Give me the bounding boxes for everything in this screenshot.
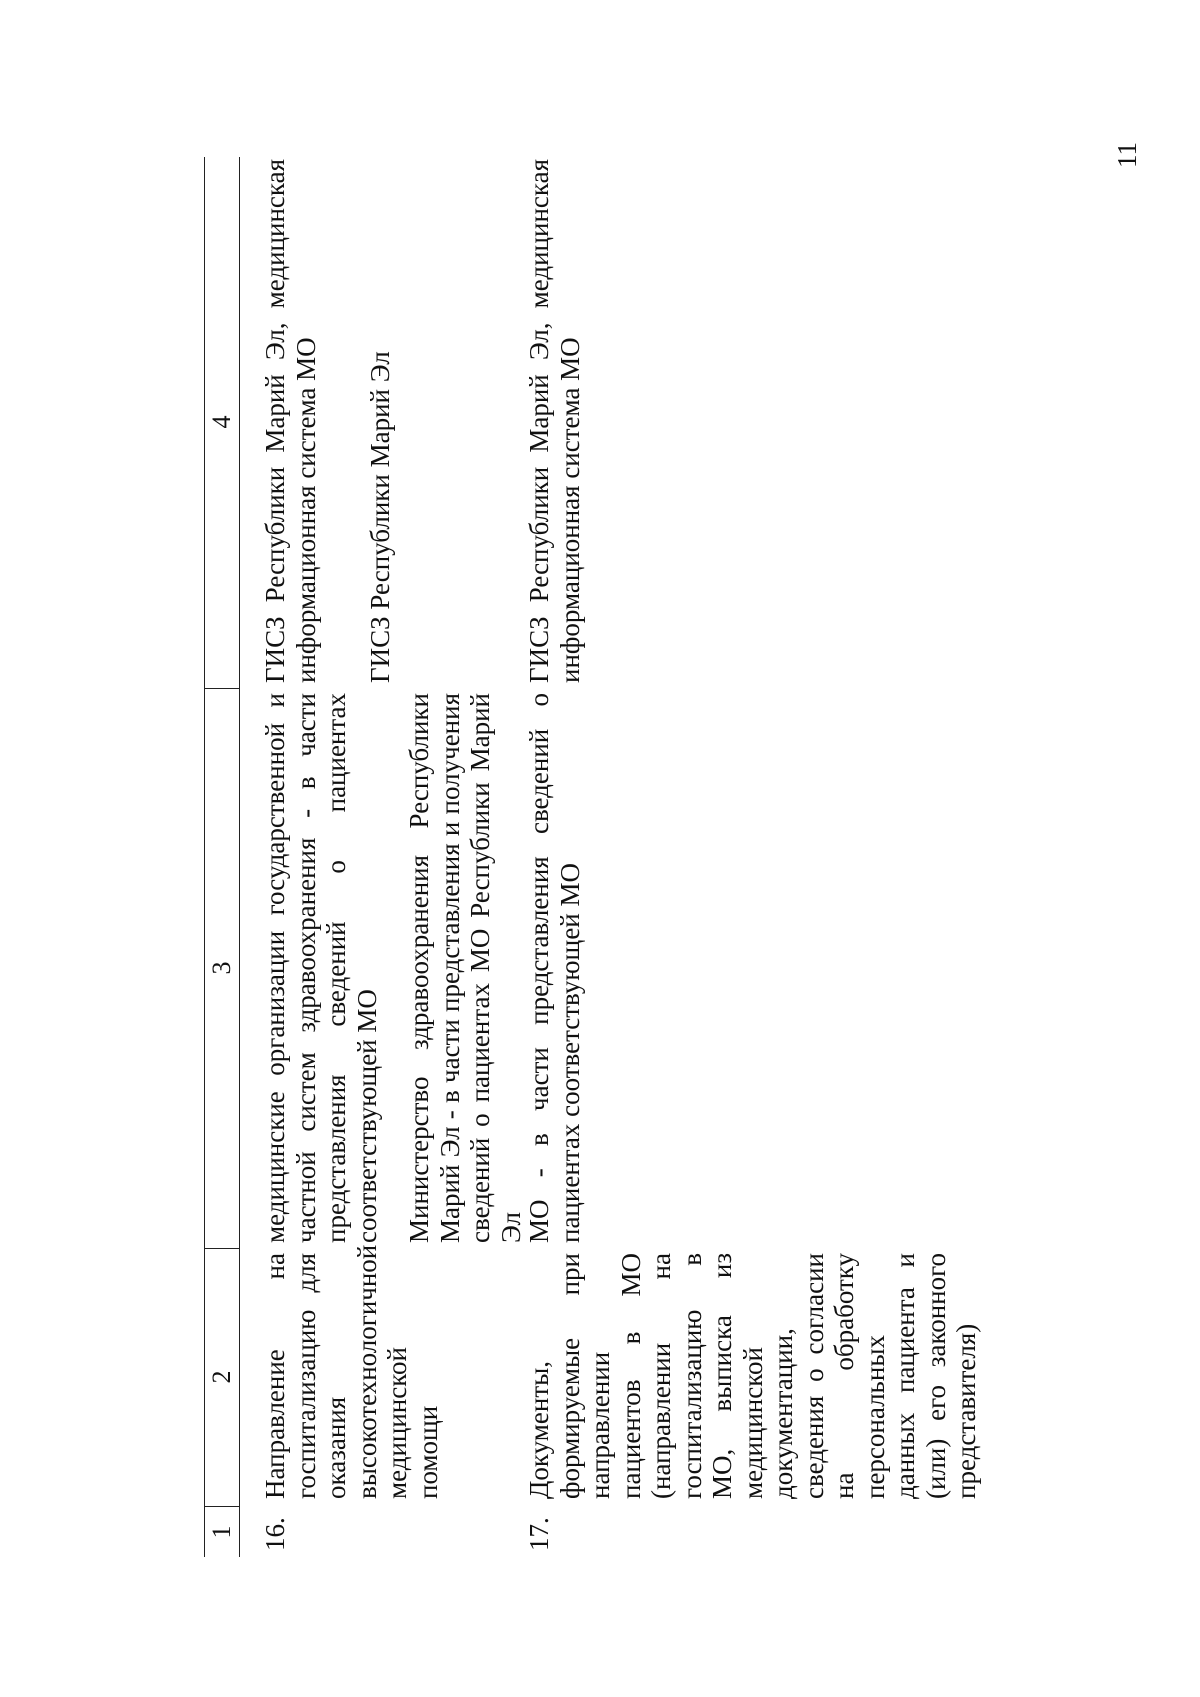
participants-cell bbox=[524, 693, 607, 1243]
participants-cell bbox=[260, 693, 548, 1243]
systems-cell bbox=[524, 159, 607, 683]
header-col-1: 1 bbox=[207, 1525, 236, 1539]
header-col-3: 3 bbox=[205, 688, 239, 1249]
participant-text: медицинские организации государственной и частной систем здравоохранения - в части представления сведений о пациентах соответствующей МО bbox=[260, 693, 382, 1243]
system-text: ГИСЗ Республики Марий Эл, медицинская информационная система МО bbox=[260, 159, 321, 683]
document-name: Документы, формируемые при направлении пациентов в МО (направлении на госпитализацию в МО, выписка из медицинской документации, сведения о согласии на обработку персональных данных пациента и (или) его законного представителя) bbox=[524, 1253, 981, 1499]
participant-text: МО - в части представления сведений о пациентах соответствующей МО bbox=[524, 693, 585, 1243]
table-header-row bbox=[204, 157, 240, 1557]
row-number: 16. bbox=[260, 1517, 290, 1551]
rotated-table bbox=[204, 157, 984, 1557]
header-col-4: 4 bbox=[205, 156, 239, 689]
document-name: Направление на госпитализацию для оказания высокотехнологичной медицинской помощи bbox=[260, 1244, 443, 1499]
participant-text: Министерство здравоохранения Республики Марий Эл - в части представления и получения сведений о пациентах МО Республики Марий Эл bbox=[404, 693, 526, 1243]
header-col-2: 2 bbox=[205, 1248, 239, 1507]
system-text: ГИСЗ Республики Марий Эл, медицинская информационная система МО bbox=[524, 159, 585, 683]
systems-cell bbox=[260, 159, 418, 683]
system-text: ГИСЗ Республики Марий Эл bbox=[365, 351, 395, 683]
page-number: 11 bbox=[1112, 142, 1142, 168]
row-number: 17. bbox=[524, 1517, 554, 1551]
